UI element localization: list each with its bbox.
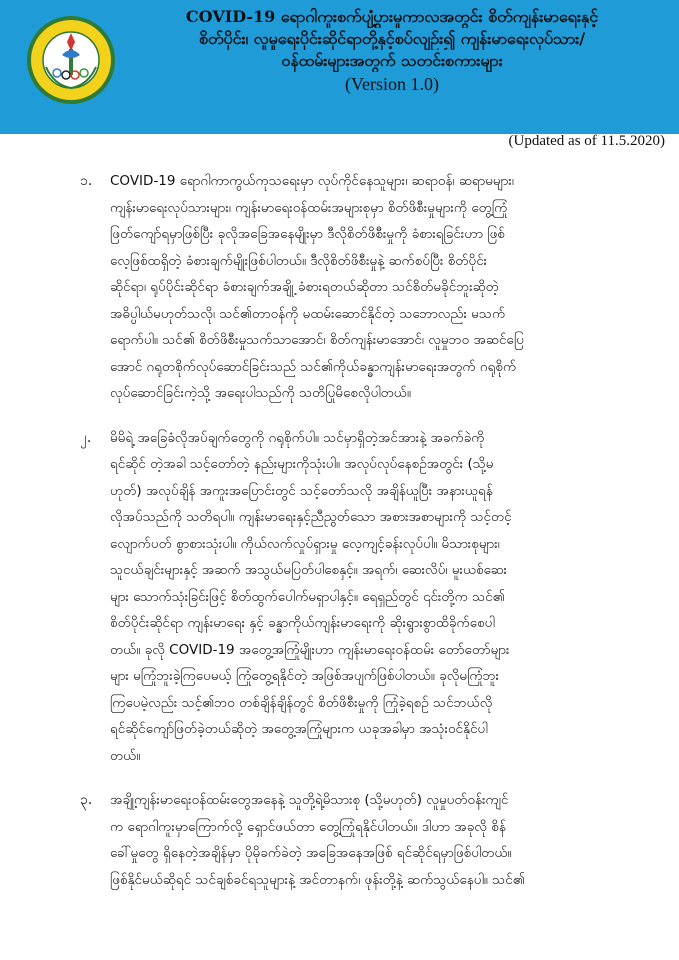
document-title [118,6,666,94]
title-line-1: COVID-19 ရောဂါကူးစက်ပျံ့ပွားမှုကာလအတွင်း စိတ်ကျန်းမာရေးနှင့် [185,7,599,26]
paragraph-number: ၂. [80,429,92,446]
text-line: လိုအပ်သည်ကို သတိရပါ။ ကျန်းမာရေးနှင့်ညီညွတ်သော အစားအစာများကို သင့်တင့် [110,509,512,525]
text-line: လေ့ဖြစ်ထရှိတဲ့ ခံစားချက်မျိုးဖြစ်ပါတယ်။ ဒီလိုစိတ်ဖိစီးမှုနဲ့ ဆက်စပ်ပြီး စိတ်ပိုင်း [110,252,488,269]
text-line: အချို့ကျန်းမာရေးဝန်ထမ်းတွေအနေနဲ့ သူတို့ရဲ့မိသားစု (သို့မဟုတ်) လူမှုပတ်ဝန်းကျင် [110,792,509,808]
text-line: များ သောက်သုံးခြင်းဖြင့် စိတ်ထွက်ပေါက်မရှာပါနှင့်။ ရေရှည်တွင် ၎င်းတို့က သင်၏ [110,588,505,605]
text-line: အဓိပ္ပါယ်မဟုတ်သလို၊ သင်၏တာဝန်ကို မထမ်းဆောင်နိုင်တဲ့ သဘောလည်း မသက် [110,305,506,322]
text-line: တယ်။ [110,747,141,764]
paragraph-1 [80,168,656,407]
text-line: တယ်။ ခုလို COVID-19 အတွေ့အကြုံမျိုးဟာ ကျန်းမာရေးဝန်ထမ်း တော်တော်များ [110,641,510,658]
text-line: စိတ်ပိုင်းဆိုင်ရာ ကျန်းမာရေး နှင့် ခန္ဓာကိုယ်ကျန်းမာရေးကို ဆိုးရွားစွာထိခိုက်စေပါ [110,615,495,631]
text-line: ဖြတ်ကျော်ရမှာဖြစ်ပြီး ခုလိုအခြေအနေမျိုးမှာ ဒီလိုစိတ်ဖိစီးမှုကို ခံစားရခြင်းဟာ ဖြစ် [110,226,505,242]
text-line: ဟုတ်) အလုပ်ချိန် အကူးအပြောင်းတွင် သင့်တော်သလို အချိန်ယူပြီး အနားယူရန် [110,482,493,499]
title-line-2: စိတ်ပိုင်း၊ လူမှုရေးပိုင်းဆိုင်ရာတို့နှင့်စပ်လျဉ်း၍ ကျန်းမာရေးလုပ်သား/ [198,29,586,48]
text-line: ဆိုင်ရာ၊ ရုပ်ပိုင်းဆိုင်ရာ ခံစားချက်အချို့ ခံစားရတယ်ဆိုတာ သင်စိတ်မခိုင်ဘူးဆိုတဲ့ [110,279,499,295]
text-line: က ရောဂါကူးမှာကြောက်လို့ ရှောင်ဖယ်တာ တွေ့ကြုံရနိုင်ပါတယ်။ ဒါဟာ အခုလို စိန် [110,818,506,835]
text-line: မိမိရဲ့ အခြေခံလိုအပ်ချက်တွေကို ဂရုစိုက်ပါ။ သင်မှာရှိတဲ့အင်အားနဲ့ အခက်ခဲကို [110,429,485,446]
document-body [80,168,656,911]
text-line: လုပ်ဆောင်ခြင်းကဲ့သို့ အရေးပါသည်ကို သတိပြုမိစေလိုပါတယ်။ [110,385,411,401]
paragraph-3 [80,787,656,893]
title-line-3: ဝန်ထမ်းများအတွက် သတင်းစကားများ [281,51,503,70]
text-line: ရောက်ပါ။ သင်၏ စိတ်ဖိစီးမှုသက်သာအောင်၊ စိတ်ကျန်းမာအောင်၊ လူမှုဘဝ အဆင်ပြေ [110,332,524,348]
text-line: အောင် ဂရုတစိုက်လုပ်ဆောင်ခြင်းသည် သင်၏ကိုယ်ခန္ဓာကျန်းမာရေးအတွက် ဂရုစိုက် [110,358,517,375]
text-line: ရင်ဆိုင် တဲ့အခါ သင့်တော်တဲ့ နည်းများကိုသုံးပါ။ အလုပ်လုပ်နေစဉ်အတွင်း (သို့မ [110,456,494,472]
ministry-logo-icon [26,15,116,105]
paragraph-2 [80,425,656,770]
text-line: COVID-19 ရောဂါကာကွယ်ကုသရေးမှာ လုပ်ကိုင်နေသူများ၊ ဆရာဝန်၊ ဆရာမများ၊ [110,173,514,189]
header-banner [0,0,679,134]
text-line: ကြပေမဲ့လည်း သင့်၏ဘဝ တစ်ချိန်ချိန်တွင် စိတ်ဖိစီးမှုကို ကြုံခဲ့ရစဉ် သင်ဘယ်လို [110,694,493,711]
paragraph-number: ၃. [80,792,93,808]
text-line: သူငယ်ချင်းများနှင့် အဆက် အသွယ်မပြတ်ပါစေနှင့်။ အရက်၊ ဆေးလိပ်၊ မူးယစ်ဆေး [110,562,507,578]
updated-date: (Updated as of 11.5.2020) [508,133,665,149]
text-line: ကျန်းမာရေးလုပ်သားများ၊ ကျန်းမာရေးဝန်ထမ်းအများစုမှာ စိတ်ဖိစီးမှုများကို တွေ့ကြုံ [110,199,508,216]
text-line: ခေါ်မှုတွေ ရှိနေတဲ့အချိန်မှာ ပိုမိုခက်ခဲတဲ့ အခြေအနေအဖြစ် ရင်ဆိုင်ရမှာဖြစ်ပါတယ်။ [110,845,512,861]
text-line: ရင်ဆိုင်ကျော်ဖြတ်ခဲ့တယ်ဆိုတဲ့ အတွေ့အကြုံများက ယခုအခါမှာ အသုံးဝင်နိုင်ပါ [110,721,488,737]
version-label: (Version 1.0) [345,74,439,94]
text-line: လျောက်ပတ် စွာစားသုံးပါ။ ကိုယ်လက်လှုပ်ရှားမှု လေ့ကျင့်ခန်းလုပ်ပါ။ မိသားစုများ၊ [110,535,500,552]
text-line: များ မကြုံဘူးခဲ့ကြပေမယ့် ကြုံတွေ့ရနိုင်တဲ့ အဖြစ်အပျက်ဖြစ်ပါတယ်။ ခုလိုမကြုံဘူး [110,668,500,684]
paragraph-number: ၁. [80,173,93,189]
text-line: ဖြစ်နိုင်မယ်ဆိုရင် သင်ချစ်ခင်ရသူများနဲ့ အင်တာနက်၊ ဖုန်းတို့နဲ့ ဆက်သွယ်နေပါ။ သင်၏ [110,871,525,888]
